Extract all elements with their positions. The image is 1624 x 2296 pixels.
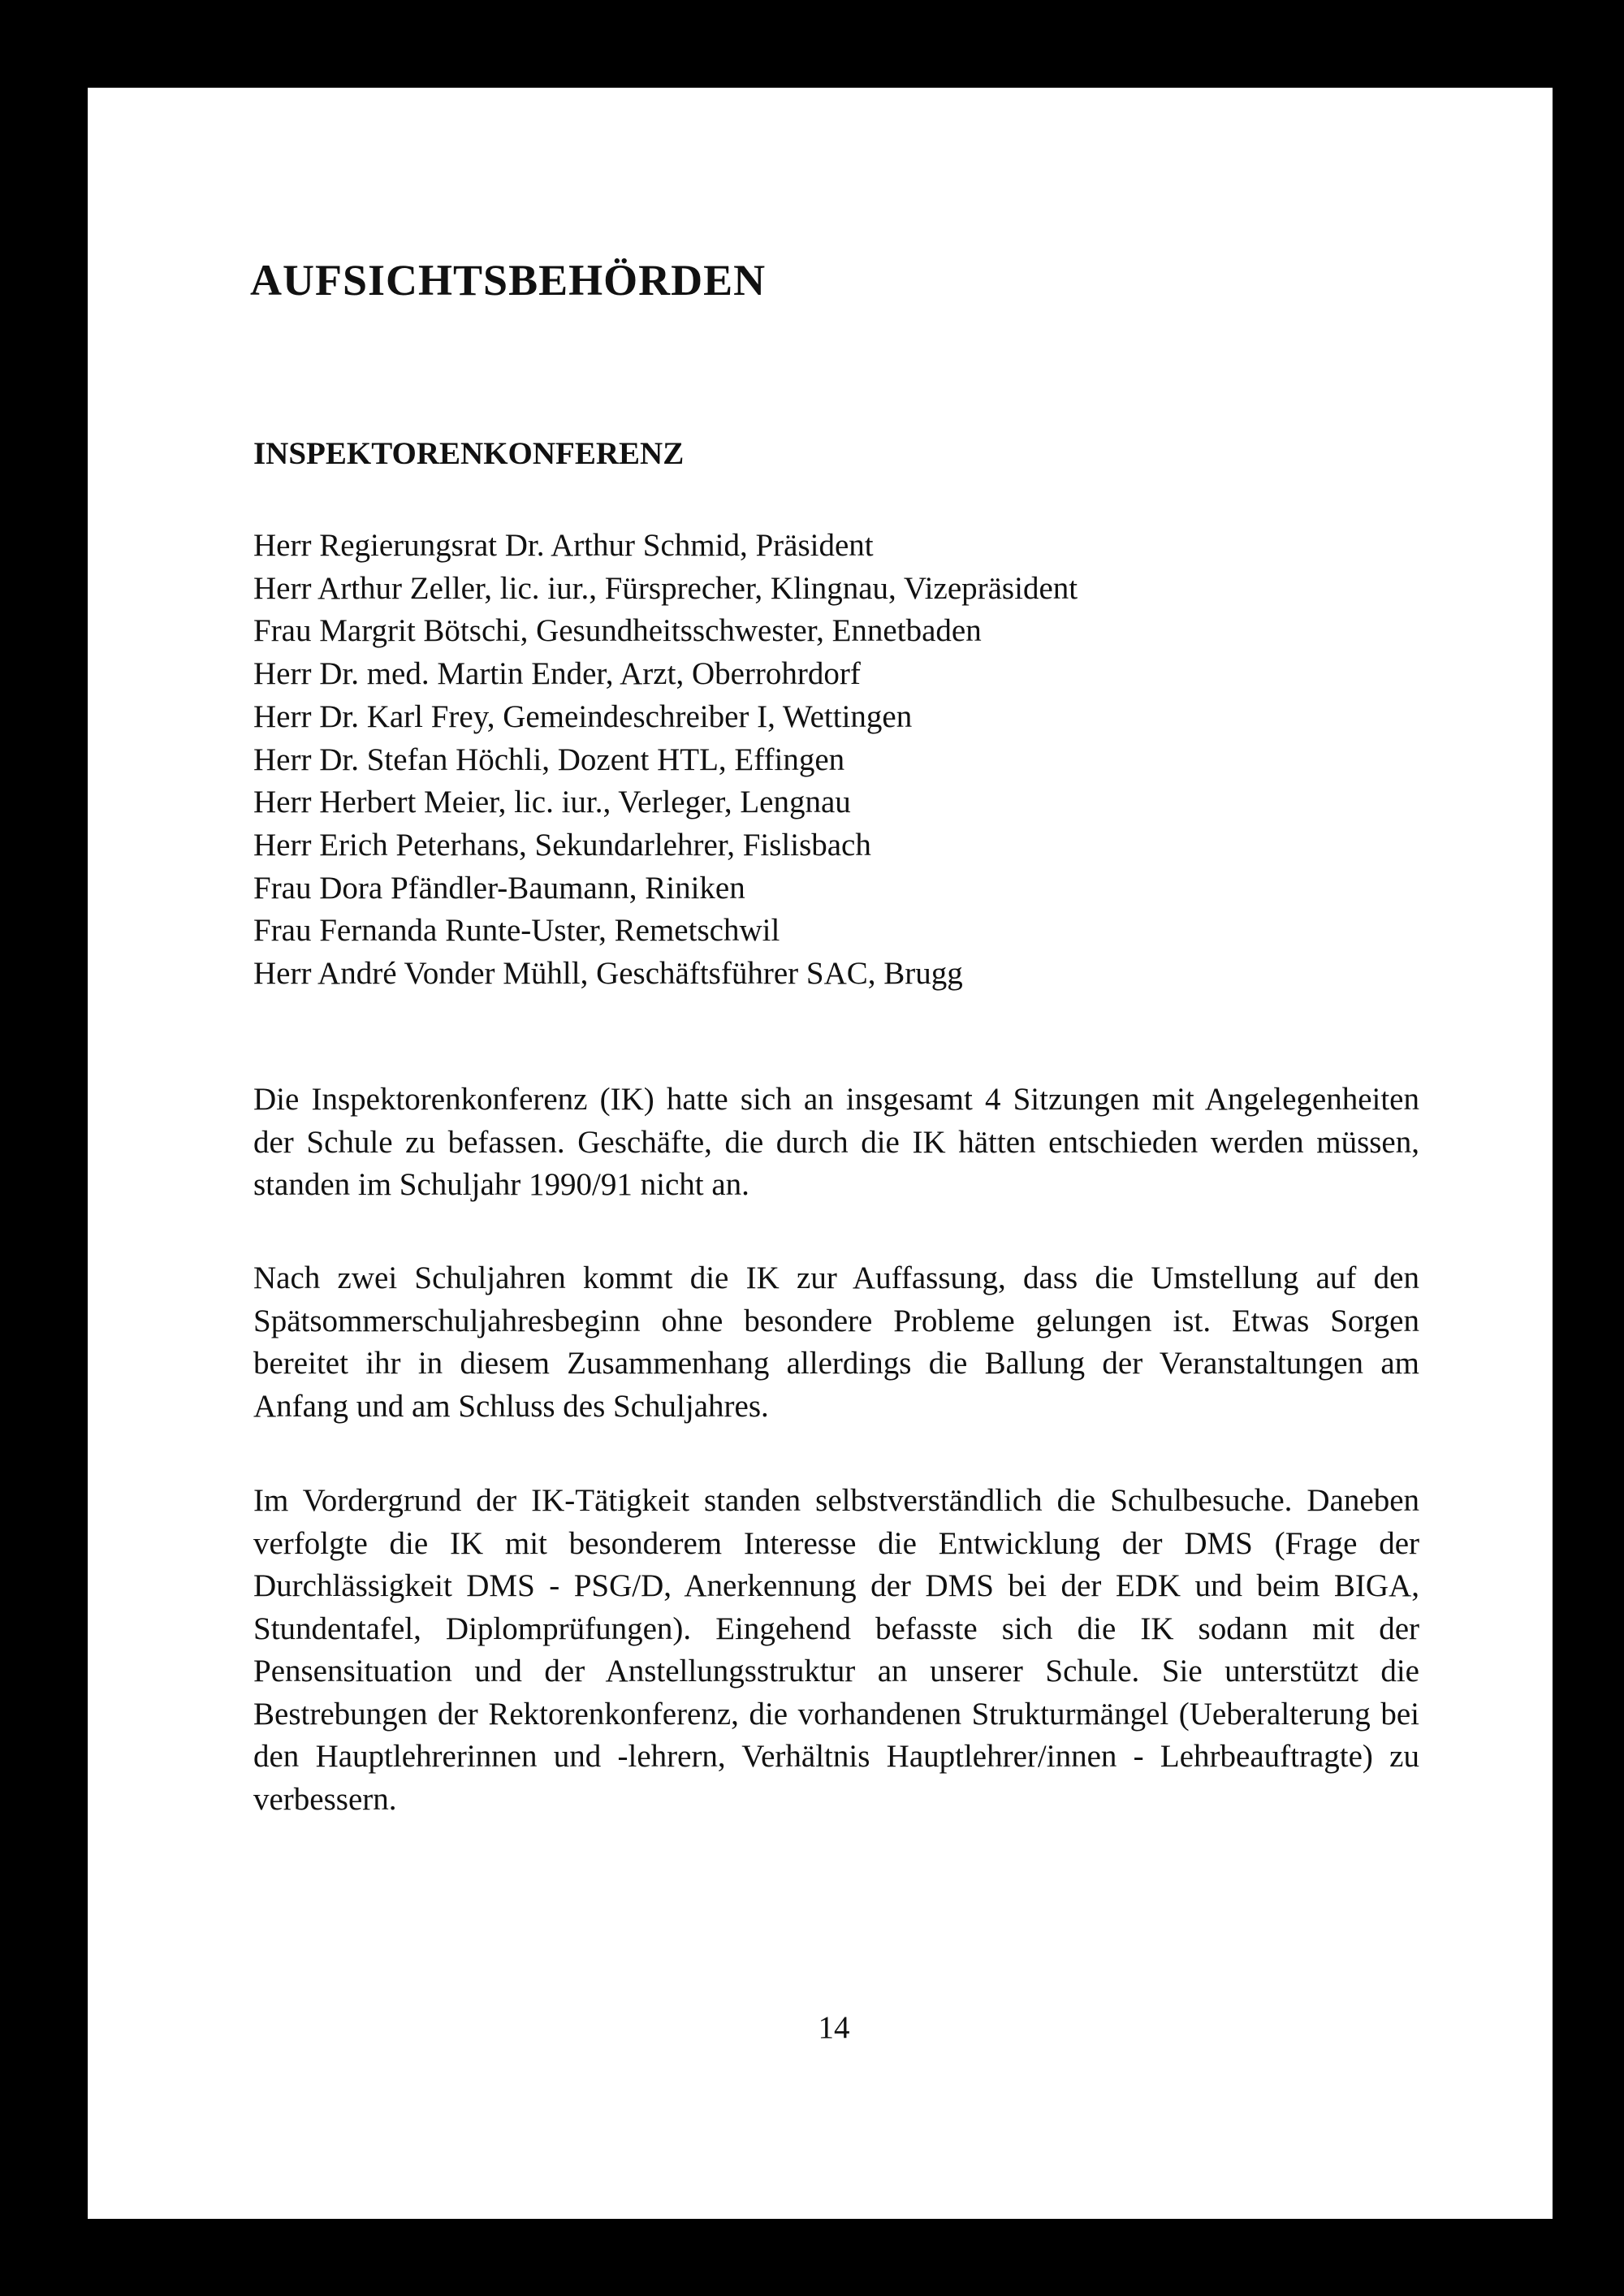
list-item: Frau Dora Pfändler-Baumann, Riniken xyxy=(253,870,745,906)
paragraph-activities: Im Vordergrund der IK-Tätigkeit standen selbstverständlich die Schulbesuche. Daneben verfolgte die IK mit besonderem Interesse die Entwicklung der DMS (Frage der Durchlässigkeit DMS - PSG/D, Anerkennung der DMS bei der EDK und beim BIGA, Stundentafel, Diplomprüfungen). Eingehend befasste sich die IK sodann mit der Pensensituation und der Anstellungsstruktur an unserer Schule. Sie unterstützt die Bestrebungen der Rektorenkonferenz, die vorhandenen Strukturmängel (Ueberalterung bei den Hauptlehrerinnen und -lehrern, Verhältnis Hauptlehrer/innen - Lehrbeauftragte) zu verbessern. xyxy=(253,1483,1419,1817)
document-page xyxy=(88,88,1553,2219)
list-item: Herr Arthur Zeller, lic. iur., Fürsprecher, Klingnau, Vizepräsident xyxy=(253,570,1078,606)
list-item: Herr Dr. Karl Frey, Gemeindeschreiber I, Wettingen xyxy=(253,698,913,734)
list-item: Herr Regierungsrat Dr. Arthur Schmid, Präsident xyxy=(253,528,874,563)
list-item: Herr André Vonder Mühll, Geschäftsführer SAC, Brugg xyxy=(253,956,963,992)
paragraph-meetings: Die Inspektorenkonferenz (IK) hatte sich an insgesamt 4 Sitzungen mit Angelegenheiten der Schule zu befassen. Geschäfte, die durch die IK hätten entschieden werden müssen, standen im Schuljahr 1990/91 nicht an. xyxy=(253,1082,1419,1202)
member-list xyxy=(253,525,1078,996)
list-item: Herr Erich Peterhans, Sekundarlehrer, Fislisbach xyxy=(253,827,871,863)
paragraph-school-year: Nach zwei Schuljahren kommt die IK zur Auffassung, dass die Umstellung auf den Spätsommerschuljahresbeginn ohne besondere Probleme gelungen ist. Etwas Sorgen bereitet ihr in diesem Zusammenhang allerdings die Ballung der Veranstaltungen am Anfang und am Schluss des Schuljahres. xyxy=(253,1260,1419,1424)
list-item: Frau Fernanda Runte-Uster, Remetschwil xyxy=(253,913,780,949)
page-number: 14 xyxy=(818,2010,850,2045)
list-item: Herr Dr. med. Martin Ender, Arzt, Oberrohrdorf xyxy=(253,656,861,692)
list-item: Herr Herbert Meier, lic. iur., Verleger, Lengnau xyxy=(253,785,851,820)
section-title: INSPEKTORENKONFERENZ xyxy=(253,436,685,471)
list-item: Herr Dr. Stefan Höchli, Dozent HTL, Effingen xyxy=(253,742,845,777)
page-title: AUFSICHTSBEHÖRDEN xyxy=(250,256,767,305)
list-item: Frau Margrit Bötschi, Gesundheitsschwester, Ennetbaden xyxy=(253,613,982,649)
